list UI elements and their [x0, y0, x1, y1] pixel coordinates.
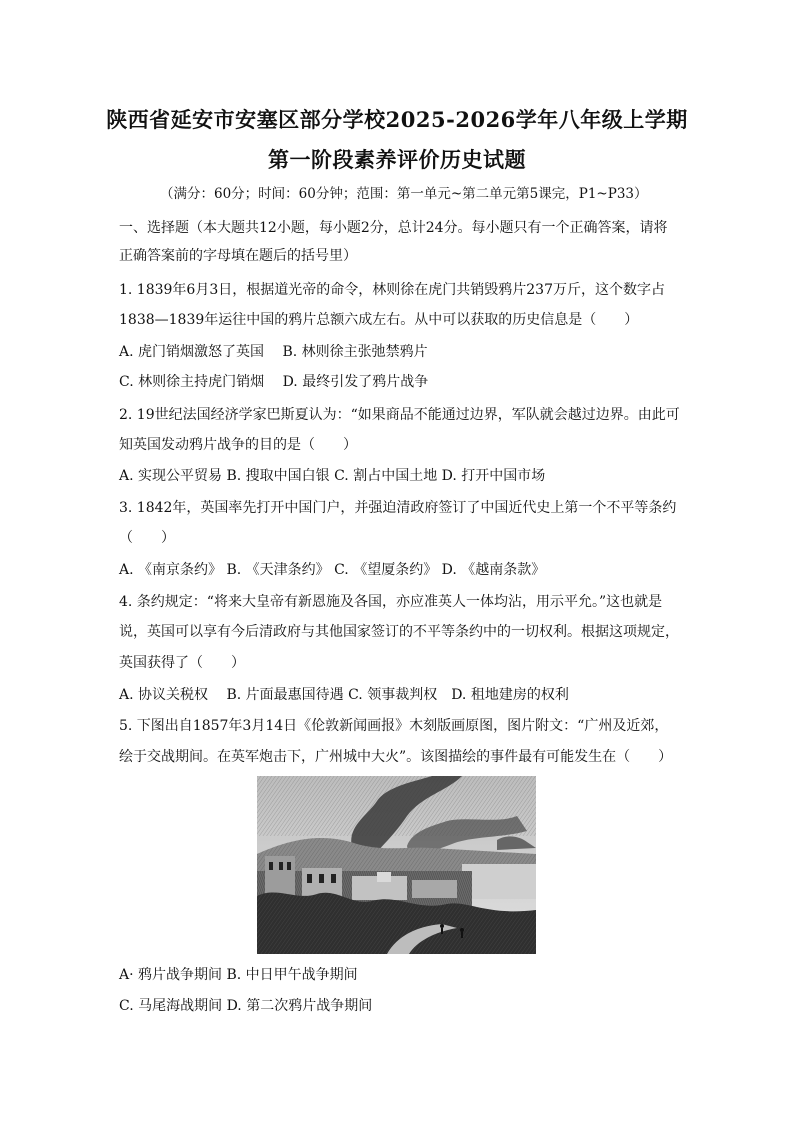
question-5-stem-1: 5. 下图出自1857年3月14日《伦敦新闻画报》木刻版画原图，图片附文：“广州及近郊，	[119, 718, 669, 734]
section-heading-cont: 正确答案前的字母填在题后的括号里）	[119, 248, 357, 264]
question-5-options-1: A· 鸦片战争期间 B. 中日甲午战争期间	[119, 967, 358, 983]
question-2-stem-1: 2. 19世纪法国经济学家巴斯夏认为：“如果商品不能通过边界，军队就会越过边界。由此可	[119, 407, 680, 423]
question-4-options: A. 协议关税权 B. 片面最惠国待遇 C. 领事裁判权 D. 租地建房的权利	[119, 687, 569, 703]
question-3-stem-1: 3. 1842年，英国率先打开中国门户，并强迫清政府签订了中国近代史上第一个不平等条约	[119, 500, 677, 516]
question-4-stem-3: 英国获得了（ ）	[119, 655, 245, 671]
question-1-options-1: A. 虎门销烟激怒了英国 B. 林则徐主张弛禁鸦片	[119, 344, 428, 360]
question-4-stem-1: 4. 条约规定：“将来大皇帝有新恩施及各国，亦应准英人一体均沾，用示平允。”这也就是	[119, 594, 663, 610]
question-3-options: A. 《南京条约》 B. 《天津条约》 C. 《望厦条约》 D. 《越南条款》	[119, 562, 546, 578]
question-2-options: A. 实现公平贸易 B. 搜取中国白银 C. 割占中国土地 D. 打开中国市场	[119, 468, 546, 484]
section-heading: 一、选择题（本大题共12小题，每小题2分，总计24分。每小题只有一个正确答案，请将	[119, 220, 668, 236]
question-1-stem-1: 1. 1839年6月3日，根据道光帝的命令，林则徐在虎门共销毁鸦片237万斤，这个数字占	[119, 282, 665, 298]
question-3-stem-2: （ ）	[119, 530, 175, 546]
question-5-stem-2: 绘于交战期间。在英军炮击下，广州城中大火”。该图描绘的事件最有可能发生在（ ）	[119, 749, 673, 765]
question-2-stem-2: 知英国发动鸦片战争的目的是（ ）	[119, 437, 357, 453]
question-5-options-2: C. 马尾海战期间 D. 第二次鸦片战争期间	[119, 998, 373, 1014]
exam-title-line-2: 第一阶段素养评价历史试题	[268, 147, 526, 172]
exam-title-line-1: 陕西省延安市安塞区部分学校2025-2026学年八年级上学期	[106, 107, 688, 132]
woodcut-engraving-image	[257, 776, 536, 954]
exam-meta: （满分：60分；时间：60分钟；范围：第一单元~第二单元第5课完，P1~P33）	[160, 186, 648, 202]
question-1-options-2: C. 林则徐主持虎门销烟 D. 最终引发了鸦片战争	[119, 374, 429, 390]
question-1-stem-2: 1838—1839年运往中国的鸦片总额六成左右。从中可以获取的历史信息是（ ）	[119, 312, 639, 328]
question-4-stem-2: 说，英国可以享有今后清政府与其他国家签订的不平等条约中的一切权利。根据这项规定，	[119, 624, 679, 640]
